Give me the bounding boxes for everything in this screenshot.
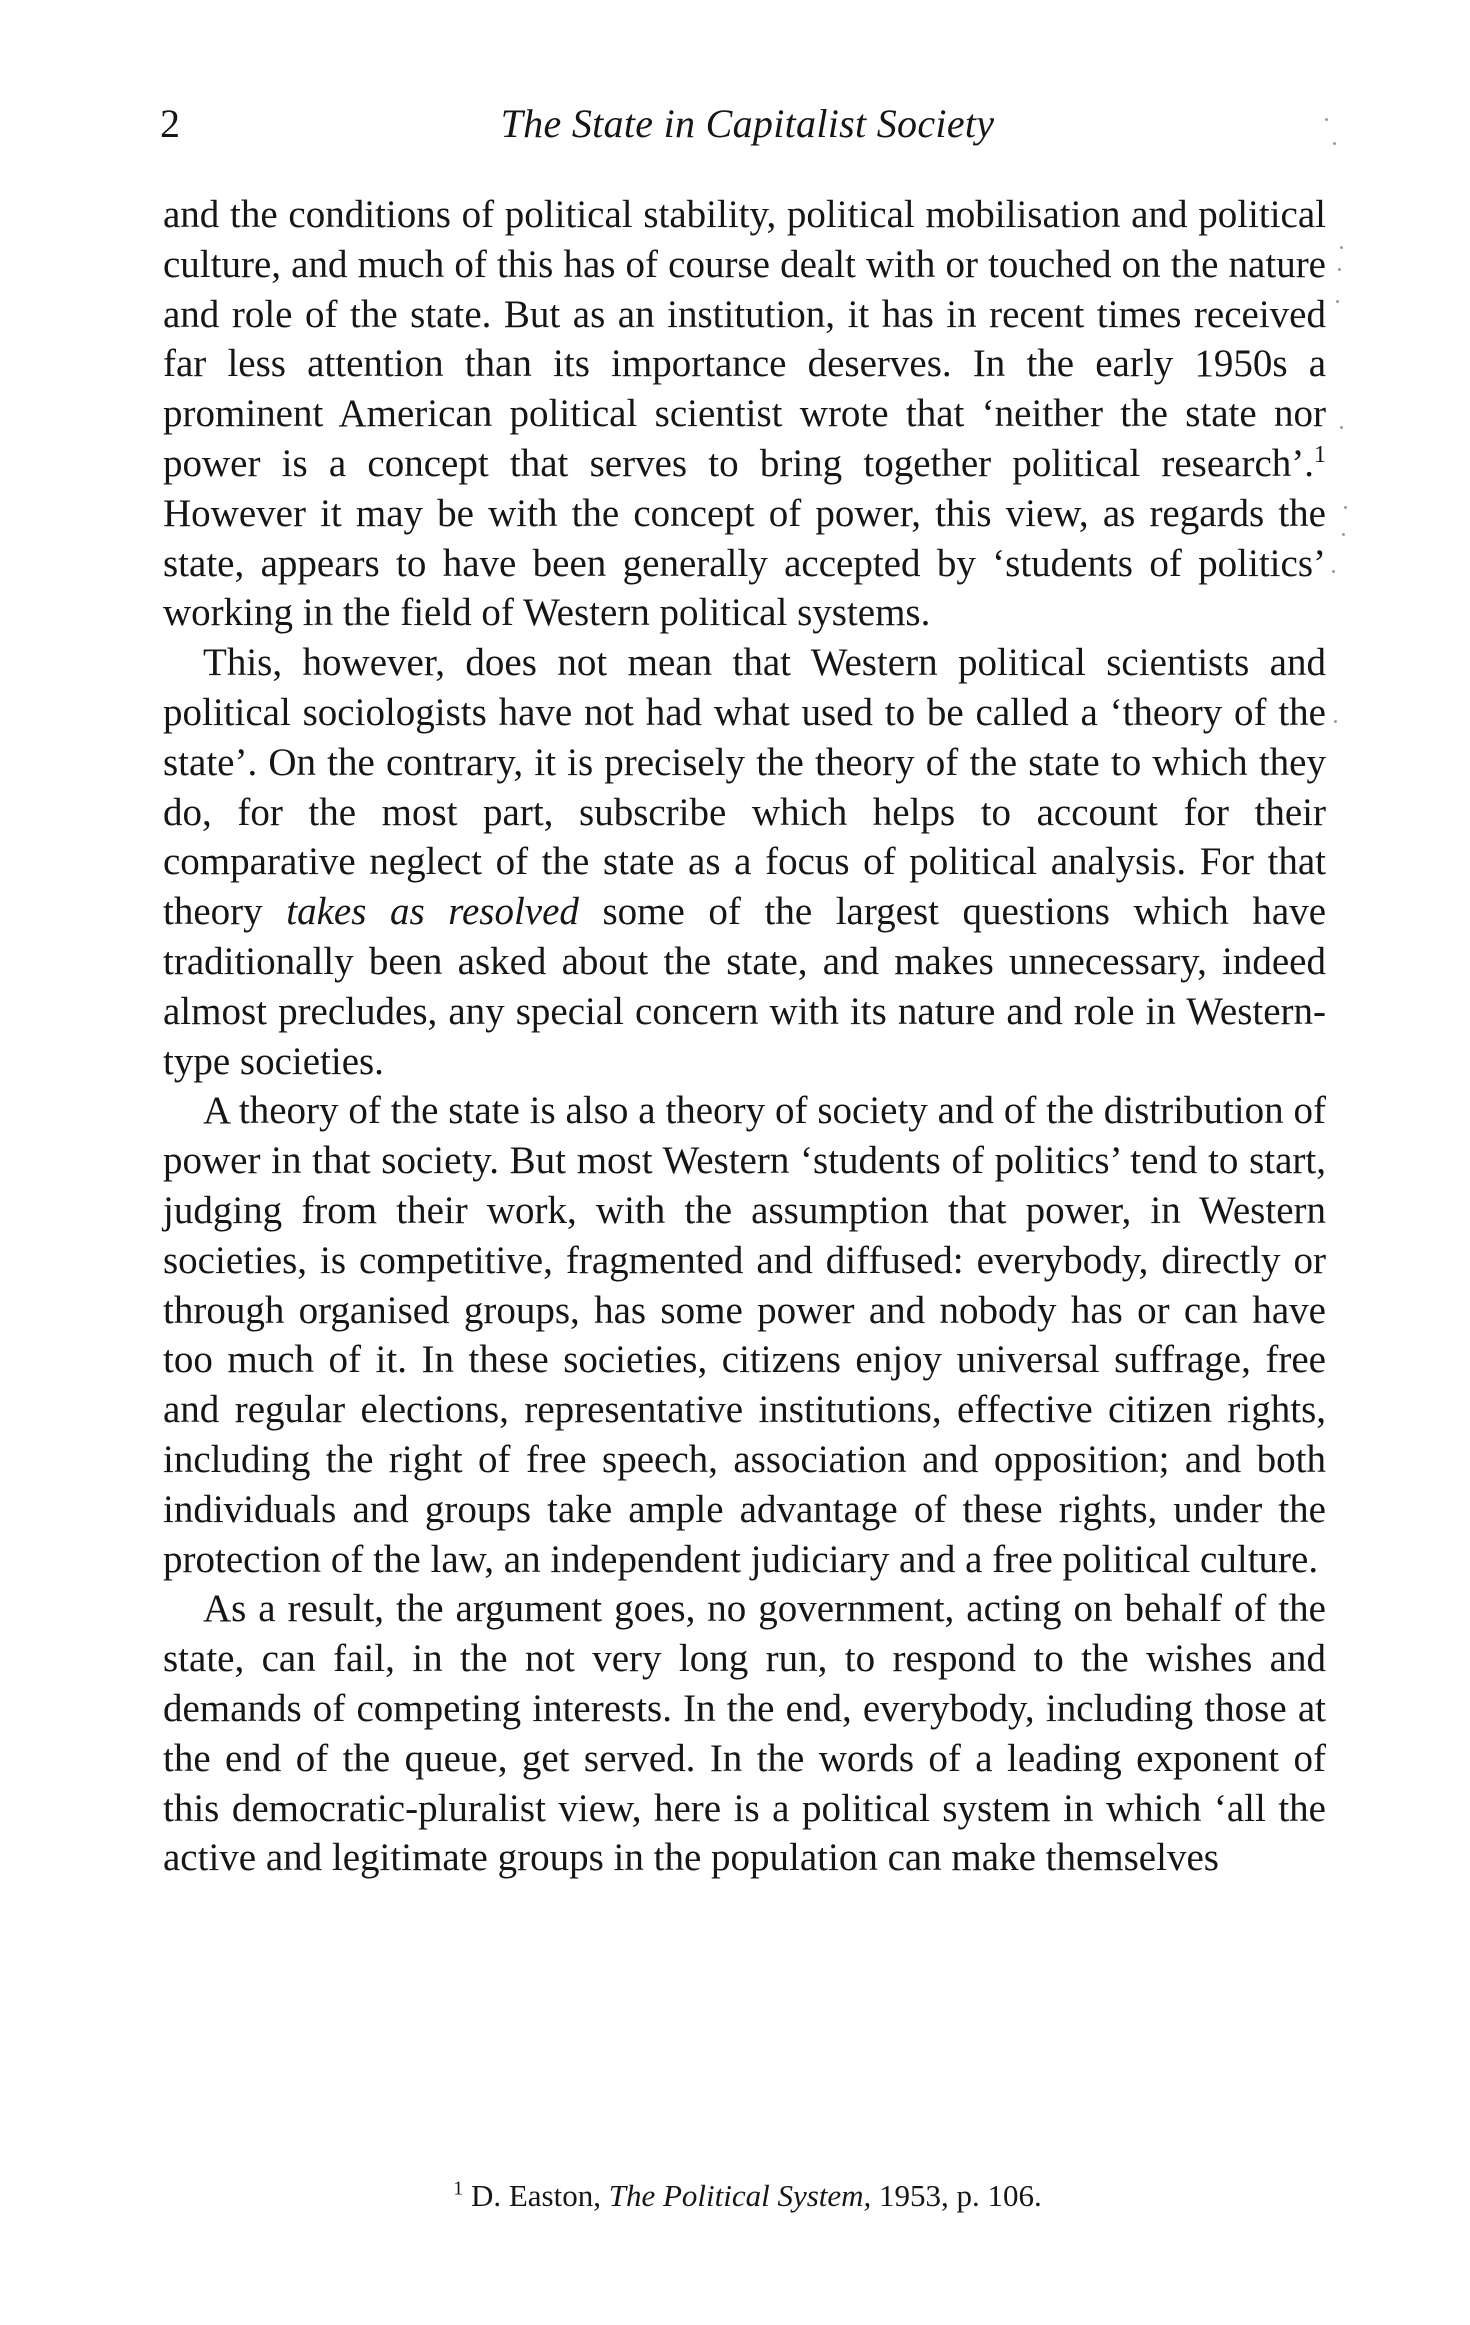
scan-speckle [1340, 246, 1343, 249]
paragraph-1 [163, 190, 1326, 638]
scan-speckle [1342, 533, 1345, 536]
paragraph-3: A theory of the state is also a theory of society and of the distribution of power in that society. But most Western ‘students of politics’ tend to start, judging from their work, with the assumption that power, in Western societies, is competitive, fragmented and diffused: everybody, directly or through organised groups, has some power and nobody has or can have too much of it. In these societies, citizens enjoy universal suffrage, free and regular elections, representative institutions, effective citizen rights, including the right of free speech, association and opposition; and both individuals and groups take ample advantage of these rights, under the protection of the law, an independent judiciary and a free political culture. [163, 1089, 1326, 1581]
scan-speckle [1344, 506, 1347, 509]
footnote-number: 1 [453, 2177, 464, 2200]
paragraph-1-text-a: and the conditions of political stability, political mobilisation and political culture, and much of this has of course dealt with or touched on the nature and role of the state. But as an institution, it has in recent times received far less attention than its importance deserves. In the early 1950s a prominent American political scientist wrote that ‘neither the state nor power is a concept that serves to bring together political research’. [163, 193, 1326, 485]
page-number: 2 [160, 101, 180, 146]
scan-speckle [1336, 300, 1339, 303]
paragraph-1-text-b: However it may be with the concept of power, this view, as regards the state, appears to have been generally accepted by ‘students of politics’ working in the field of Western political systems. [163, 491, 1326, 635]
scan-speckle [1334, 720, 1337, 723]
footnote-author: D. Easton, [470, 2178, 601, 2213]
footnote-title: The Political System, [608, 2178, 872, 2213]
footnote [160, 2176, 1335, 2216]
scan-speckle [1338, 268, 1341, 271]
paragraph-2-emphasis: takes as resolved [286, 890, 579, 934]
running-title: The State in Capitalist Society [500, 101, 995, 146]
paragraph-2-text-a: This, however, does not mean that Western political scientists and political sociologists have not had what used to be called a ‘theory of the state’. On the contrary, it is precisely the theory of the state to which they do, for the most part, subscribe which helps to account for their comparative neglect of the state as a focus of political analysis. For that theory [163, 641, 1326, 934]
body-text [163, 190, 1326, 1883]
footnote-rest: 1953, p. 106. [879, 2178, 1042, 2213]
paragraph-2-text-b: some of the largest questions which have traditionally been asked about the state, and makes unnecessary, indeed almost precludes, any special concern with its nature and role in Western-type societies. [163, 890, 1327, 1083]
scan-speckle [1340, 426, 1343, 429]
scan-speckle [1333, 142, 1336, 145]
footnote-marker: 1 [1314, 441, 1326, 468]
scan-speckle [1332, 570, 1335, 573]
paragraph-4: As a result, the argument goes, no government, acting on behalf of the state, can fail, in the not very long run, to respond to the wishes and demands of competing interests. In the end, everybody, including those at the end of the queue, get served. In the words of a leading exponent of this democratic-pluralist view, here is a political system in which ‘all the active and legitimate groups in the population can make themselves [163, 1587, 1326, 1880]
page-header [160, 100, 1335, 160]
scan-speckle [1325, 118, 1328, 121]
paragraph-2 [163, 638, 1326, 1086]
